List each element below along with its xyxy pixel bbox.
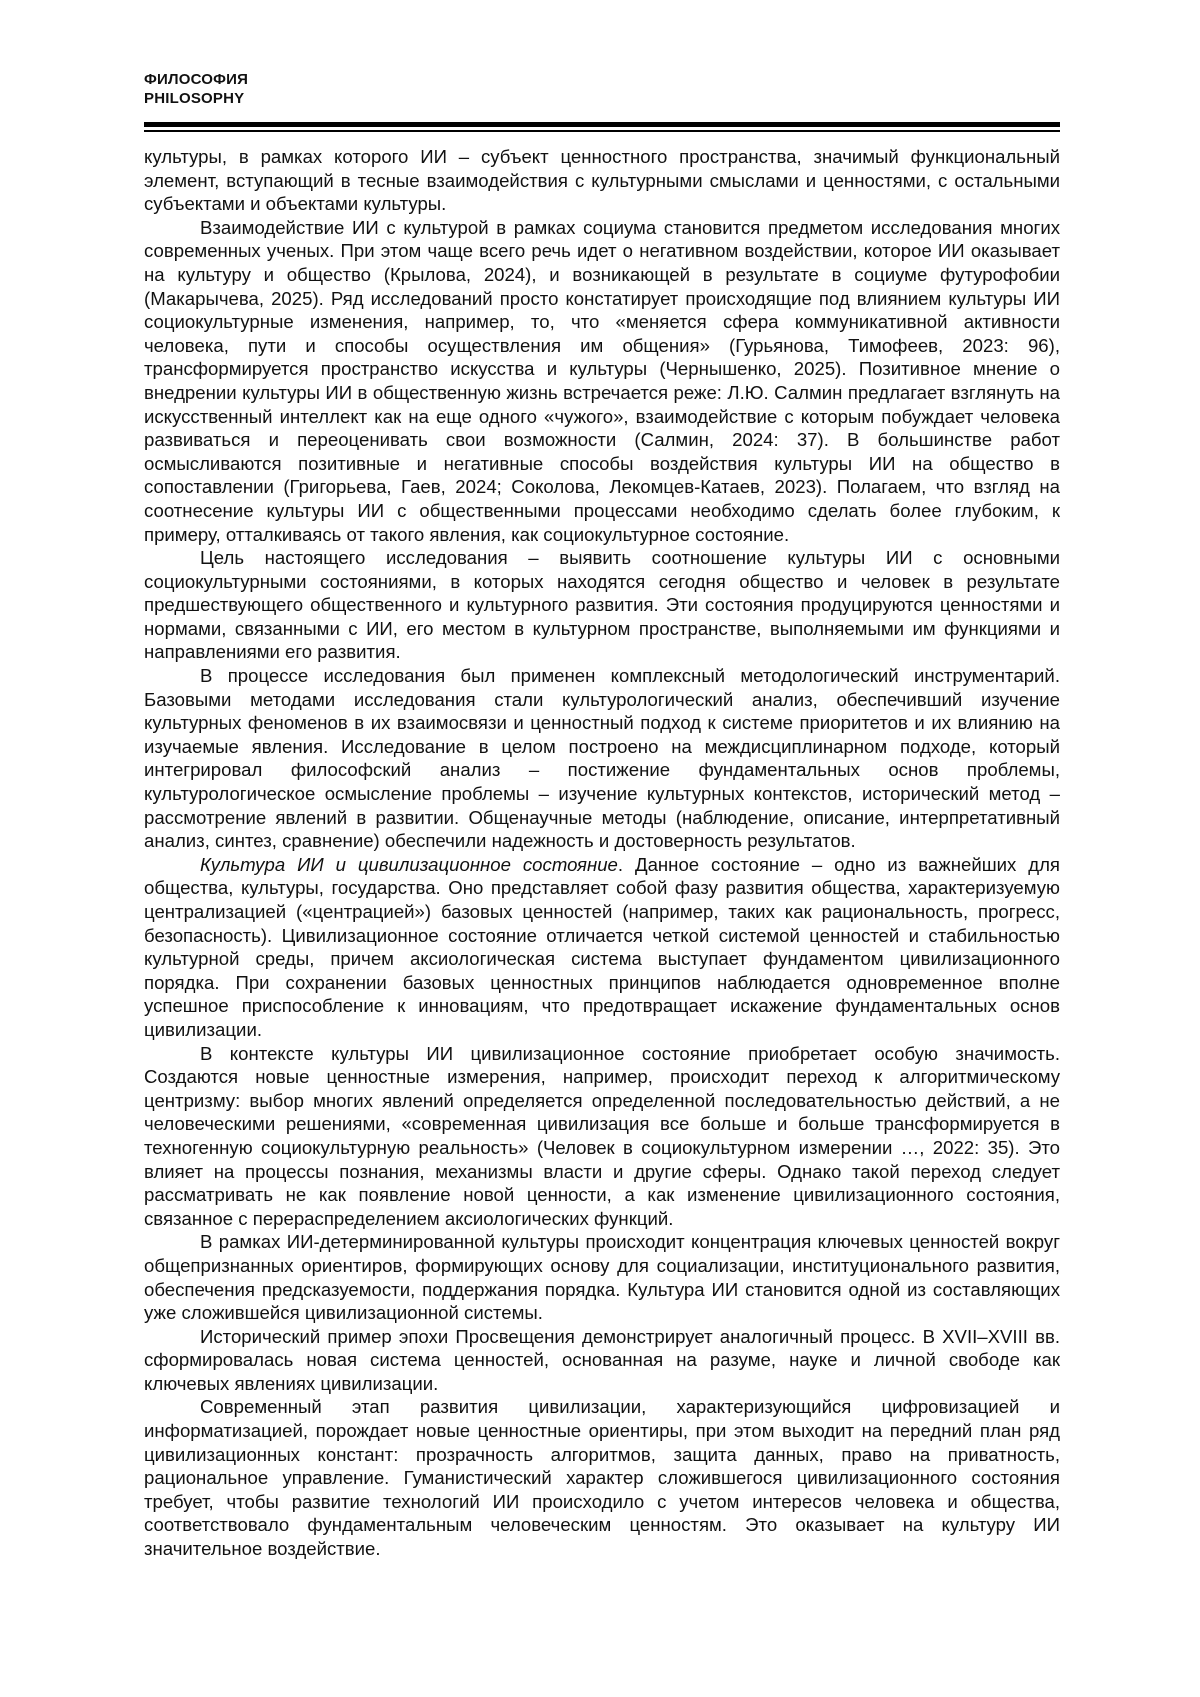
running-header — [144, 70, 248, 108]
paragraph-civilizational-state — [144, 853, 1060, 1042]
paragraph-continuation: культуры, в рамках которого ИИ – субъект ценностного пространства, значимый функциональный элемент, вступающий в тесные взаимодействия с культурными смыслами и ценностями, с остальными субъектами и объектами культуры. — [144, 146, 1060, 215]
article-body — [144, 145, 1060, 1561]
paragraph-modern-stage: Современный этап развития цивилизации, характеризующийся цифровизацией и информатизацией, порождает новые ценностные ориентиры, при этом выходит на передний план ряд цивилизационных констант: прозрачность алгоритмов, защита данных, право на приватность, рациональное управление. Гуманистический характер сложившегося цивилизационного состояния требует, чтобы развитие технологий ИИ происходило с учетом интересов человека и общества, соответствовало фундаментальным человеческим ценностям. Это оказывает на культуру ИИ значительное воздействие. — [144, 1396, 1060, 1560]
paragraph-enlightenment: Исторический пример эпохи Просвещения демонстрирует аналогичный процесс. В XVII–XVIII вв. сформировалась новая система ценностей, основанная на разуме, науке и личной свободе как ключевых явлениях цивилизации. — [144, 1325, 1060, 1394]
paragraph-value-concentration: В рамках ИИ-детерминированной культуры происходит концентрация ключевых ценностей вокруг общепризнанных ориентиров, формирующих основу для социализации, институционального развития, обеспечения предсказуемости, поддержания порядка. Культура ИИ становится одной из составляющих уже сложившейся цивилизационной системы. — [144, 1231, 1060, 1324]
header-rule-thick — [144, 122, 1060, 127]
paragraph-literature-review: Взаимодействие ИИ с культурой в рамках социума становится предметом исследования многих современных ученых. При этом чаще всего речь идет о негативном воздействии, которое ИИ оказывает на культуру и общество (Крылова, 2024), и возникающей в результате в социуме футурофобии (Макарычева, 2025). Ряд исследований просто констатирует происходящие под влиянием культуры ИИ социокультурные изменения, например, то, что «меняется сфера коммуникативной активности человека, пути и способы осуществления им общения» (Гурьянова, Тимофеев, 2023: 96), трансформируется пространство искусства и культуры (Чернышенко, 2025). Позитивное мнение о внедрении культуры ИИ в общественную жизнь встречается реже: Л.Ю. Салмин предлагает взглянуть на искусственный интеллект как на еще одного «чужого», взаимодействие с которым побуждает человека развиваться и переоценивать свои возможности (Салмин, 2024: 37). В большинстве работ осмысливаются позитивные и негативные способы воздействия культуры ИИ на общество в сопоставлении (Григорьева, Гаев, 2024; Соколова, Лекомцев-Катаев, 2023). Полагаем, что взгляд на соотнесение культуры ИИ с общественными процессами необходимо сделать более глубоким, к примеру, отталкиваясь от такого явления, как социокультурное состояние. — [144, 216, 1060, 545]
header-rule-thin — [144, 130, 1060, 132]
paragraph-methodology: В процессе исследования был применен комплексный методологический инструментарий. Базовыми методами исследования стали культурологический анализ, обеспечивший изучение культурных феноменов в их взаимосвязи и ценностный подход к системе приоритетов и их влиянию на изучаемые явления. Исследование в целом построено на междисциплинарном подходе, который интегрировал философский анализ – постижение фундаментальных основ проблемы, культурологическое осмысление проблемы – изучение культурных контекстов, исторический метод – рассмотрение явлений в развитии. Общенаучные методы (наблюдение, описание, интерпретативный анализ, синтез, сравнение) обеспечили надежность и достоверность результатов. — [144, 665, 1060, 852]
paragraph-research-goal: Цель настоящего исследования – выявить соотношение культуры ИИ с основными социокультурными состояниями, в которых находятся сегодня общество и человек в результате предшествующего общественного и культурного развития. Эти состояния продуцируются ценностями и нормами, связанными с ИИ, его местом в культурном пространстве, выполняемыми им функциями и направлениями его развития. — [144, 547, 1060, 663]
section-title-ru: ФИЛОСОФИЯ — [144, 71, 249, 88]
paragraph-ai-context: В контексте культуры ИИ цивилизационное состояние приобретает особую значимость. Создаются новые ценностные измерения, например, происходит переход к алгоритмическому центризму: выбор многих явлений определяется определенной последовательностью действий, а не человеческими решениями, «современная цивилизация все больше и больше трансформируется в техногенную социокультурную реальность» (Человек в социокультурном измерении …, 2022: 35). Это влияет на процессы познания, механизмы власти и другие сферы. Однако такой переход следует рассматривать не как появление новой ценности, а как изменение цивилизационного состояния, связанное с перераспределением аксиологических функций. — [144, 1042, 1060, 1229]
section-title-en: PHILOSOPHY — [144, 90, 245, 107]
paragraph-text: . Данное состояние – одно из важнейших для общества, культуры, государства. Оно представляет собой фазу развития общества, характеризуемую централизацией («центрацией») базовых ценностей (например, таких как рациональность, прогресс, безопасность). Цивилизационное состояние отличается четкой системой ценностей и стабильностью культурной среды, причем аксиологическая система выступает фундаментом цивилизационного порядка. При сохранении базовых ценностных принципов наблюдается одновременное вполне успешное приспособление к инновациям, что предотвращает искажение фундаментальных основ цивилизации. — [144, 853, 1061, 1040]
subsection-heading: Культура ИИ и цивилизационное состояние — [200, 853, 618, 875]
